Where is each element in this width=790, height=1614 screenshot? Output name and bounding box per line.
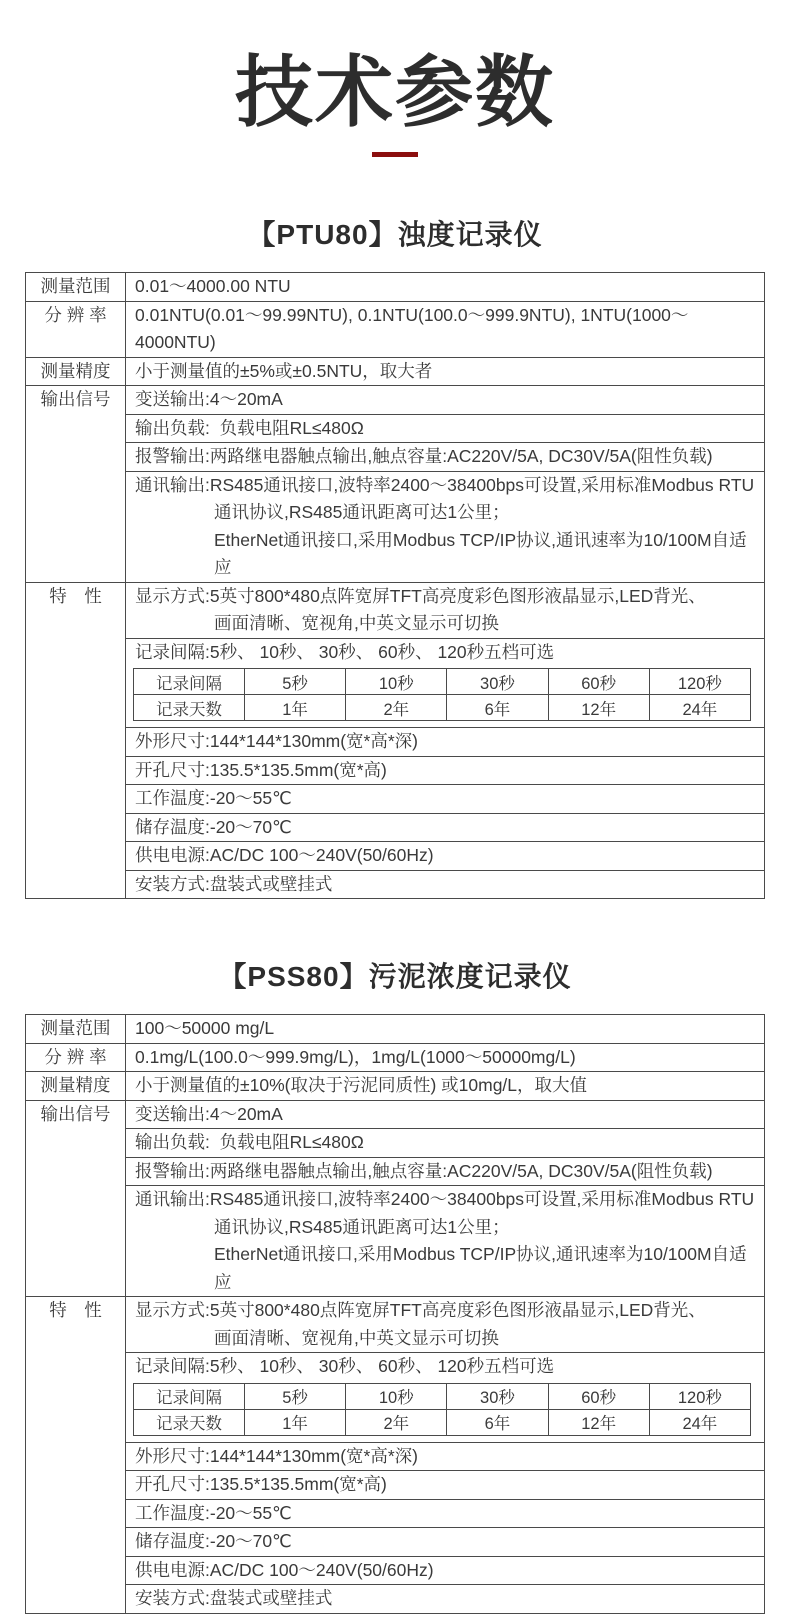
spec-row — [26, 357, 764, 386]
spec-row — [26, 1043, 764, 1072]
interval-cell: 10秒 — [346, 669, 447, 695]
spec-cell — [126, 1352, 764, 1436]
spec-cells — [126, 1044, 764, 1072]
spec-line: 安装方式:盘装式或壁挂式 — [135, 1588, 333, 1609]
section-heading-ptu80: 【PTU80】浊度记录仪 — [247, 219, 543, 251]
spec-cell — [126, 1297, 764, 1352]
spec-cell — [126, 638, 764, 722]
spec-cell — [126, 414, 764, 443]
spec-line: 画面清晰、宽视角,中英文显示可切换 — [214, 1327, 499, 1348]
interval-cell: 记录间隔 — [134, 1383, 245, 1409]
spec-cell — [126, 1499, 764, 1528]
spec-cells — [126, 302, 764, 357]
spec-cell — [126, 1470, 764, 1499]
interval-table — [133, 668, 751, 721]
interval-cell: 2年 — [346, 695, 447, 721]
spec-line: 安装方式:盘装式或壁挂式 — [135, 873, 333, 894]
spec-cell — [126, 1584, 764, 1613]
spec-line: 记录间隔:5秒、 10秒、 30秒、 60秒、 120秒五档可选 — [135, 1356, 555, 1377]
spec-row — [26, 273, 764, 301]
spec-cell — [126, 784, 764, 813]
spec-line: 通讯输出:RS485通讯接口,波特率2400～38400bps可设置,采用标准Modbus RTU — [135, 1189, 755, 1210]
spec-line: 工作温度:-20～55℃ — [135, 788, 292, 809]
spec-label: 分 辨 率 — [26, 1044, 126, 1072]
interval-cell: 1年 — [245, 1409, 346, 1435]
spec-cell — [126, 442, 764, 471]
spec-line: 小于测量值的±5%或±0.5NTU，取大者 — [135, 360, 433, 381]
interval-cell: 12年 — [548, 1409, 649, 1435]
spec-cells — [126, 1297, 764, 1613]
spec-line: 供电电源:AC/DC 100～240V(50/60Hz) — [135, 1559, 434, 1580]
spec-line: 0.1mg/L(100.0～999.9mg/L)，1mg/L(1000～50000mg/L) — [135, 1046, 576, 1067]
spec-line: 变送输出:4～20mA — [135, 1103, 283, 1124]
spec-label: 测量范围 — [26, 273, 126, 301]
spec-line: 显示方式:5英寸800*480点阵宽屏TFT高亮度彩色图形液晶显示,LED背光、 — [135, 1300, 706, 1321]
title-underline — [372, 152, 418, 157]
spec-cells — [126, 1101, 764, 1297]
spec-line: 开孔尺寸:135.5*135.5mm(宽*高) — [135, 759, 387, 780]
interval-cell: 24年 — [649, 695, 750, 721]
interval-cell: 6年 — [447, 695, 548, 721]
spec-row — [26, 301, 764, 357]
spec-cell — [126, 1442, 764, 1471]
spec-line: 记录间隔:5秒、 10秒、 30秒、 60秒、 120秒五档可选 — [135, 641, 555, 662]
spec-line: 开孔尺寸:135.5*135.5mm(宽*高) — [135, 1474, 387, 1495]
spec-label: 特 性 — [26, 583, 126, 899]
interval-cell: 60秒 — [548, 1383, 649, 1409]
interval-cell: 12年 — [548, 695, 649, 721]
spec-cell — [126, 1072, 764, 1100]
spec-label: 分 辨 率 — [26, 302, 126, 357]
spec-line: 报警输出:两路继电器触点输出,触点容量:AC220V/5A, DC30V/5A(阻性负载) — [135, 446, 713, 467]
interval-row — [134, 1409, 751, 1435]
spec-line: 输出负载: 负载电阻RL≤480Ω — [135, 1132, 364, 1153]
interval-cell: 记录间隔 — [134, 669, 245, 695]
spec-label: 测量精度 — [26, 1072, 126, 1100]
spec-line: 100～50000 mg/L — [135, 1018, 275, 1039]
spec-line: 储存温度:-20～70℃ — [135, 1531, 292, 1552]
spec-label: 测量精度 — [26, 358, 126, 386]
spec-row — [26, 1100, 764, 1297]
spec-row — [26, 1015, 764, 1043]
spec-line: 显示方式:5英寸800*480点阵宽屏TFT高亮度彩色图形液晶显示,LED背光、 — [135, 585, 706, 606]
spec-cells — [126, 358, 764, 386]
spec-row — [26, 385, 764, 582]
spec-line: 画面清晰、宽视角,中英文显示可切换 — [214, 613, 499, 634]
spec-row — [26, 582, 764, 899]
spec-cell — [126, 273, 764, 301]
spec-line: 储存温度:-20～70℃ — [135, 816, 292, 837]
spec-line: EtherNet通讯接口,采用Modbus TCP/IP协议,通讯速率为10/100M自适应 — [214, 1244, 747, 1292]
spec-line: 变送输出:4～20mA — [135, 389, 283, 410]
spec-line: 0.01NTU(0.01～99.99NTU), 0.1NTU(100.0～999.9NTU), 1NTU(1000～4000NTU) — [135, 304, 689, 353]
interval-cell: 120秒 — [649, 1383, 750, 1409]
spec-line: 报警输出:两路继电器触点输出,触点容量:AC220V/5A, DC30V/5A(阻性负载) — [135, 1160, 713, 1181]
spec-cell — [126, 1128, 764, 1157]
interval-cell: 5秒 — [245, 1383, 346, 1409]
spec-row — [26, 1071, 764, 1100]
spec-label: 输出信号 — [26, 1101, 126, 1297]
spec-cell — [126, 1101, 764, 1129]
spec-cell — [126, 358, 764, 386]
spec-cell — [126, 1044, 764, 1072]
spec-cell — [126, 870, 764, 899]
interval-cell: 120秒 — [649, 669, 750, 695]
spec-line: 供电电源:AC/DC 100～240V(50/60Hz) — [135, 845, 434, 866]
spec-cell — [126, 756, 764, 785]
interval-row — [134, 669, 751, 695]
spec-line: EtherNet通讯接口,采用Modbus TCP/IP协议,通讯速率为10/100M自适应 — [214, 529, 747, 578]
interval-cell: 24年 — [649, 1409, 750, 1435]
spec-label: 输出信号 — [26, 386, 126, 582]
spec-row — [26, 1296, 764, 1613]
interval-cell: 6年 — [447, 1409, 548, 1435]
spec-cell — [126, 1185, 764, 1296]
spec-line: 外形尺寸:144*144*130mm(宽*高*深) — [135, 731, 419, 752]
spec-table-ptu80 — [25, 272, 765, 899]
spec-cell — [126, 727, 764, 756]
spec-cells — [126, 583, 764, 899]
spec-cells — [126, 273, 764, 301]
spec-cell — [126, 1015, 764, 1043]
page-title: 技术参数 — [234, 48, 555, 136]
spec-line: 通讯输出:RS485通讯接口,波特率2400～38400bps可设置,采用标准Modbus RTU — [135, 474, 755, 495]
spec-cell — [126, 583, 764, 638]
section-heading-pss80: 【PSS80】污泥浓度记录仪 — [218, 961, 572, 993]
spec-cell — [126, 1556, 764, 1585]
spec-label: 特 性 — [26, 1297, 126, 1613]
interval-cell: 1年 — [245, 695, 346, 721]
spec-line: 小于测量值的±10%(取决于污泥同质性) 或10mg/L，取大值 — [135, 1075, 588, 1096]
spec-cells — [126, 386, 764, 582]
spec-cell — [126, 813, 764, 842]
interval-cell: 60秒 — [548, 669, 649, 695]
sections-container — [0, 213, 790, 1614]
interval-row — [134, 1383, 751, 1409]
spec-cell — [126, 1527, 764, 1556]
spec-label: 测量范围 — [26, 1015, 126, 1043]
spec-cell — [126, 471, 764, 582]
spec-line: 通讯协议,RS485通讯距离可达1公里； — [214, 1216, 510, 1237]
spec-cell — [126, 386, 764, 414]
spec-line: 输出负载: 负载电阻RL≤480Ω — [135, 417, 364, 438]
interval-cell: 2年 — [346, 1409, 447, 1435]
spec-line: 工作温度:-20～55℃ — [135, 1502, 292, 1523]
interval-cell: 记录天数 — [134, 695, 245, 721]
spec-cells — [126, 1072, 764, 1100]
interval-cell: 30秒 — [447, 669, 548, 695]
interval-table — [133, 1383, 751, 1436]
interval-cell: 5秒 — [245, 669, 346, 695]
interval-cell: 10秒 — [346, 1383, 447, 1409]
spec-cell — [126, 1157, 764, 1186]
spec-cell — [126, 302, 764, 357]
spec-cells — [126, 1015, 764, 1043]
interval-row — [134, 695, 751, 721]
interval-cell: 30秒 — [447, 1383, 548, 1409]
interval-cell: 记录天数 — [134, 1409, 245, 1435]
spec-cell — [126, 841, 764, 870]
spec-line: 通讯协议,RS485通讯距离可达1公里； — [214, 502, 510, 523]
spec-line: 0.01～4000.00 NTU — [135, 276, 291, 297]
spec-line: 外形尺寸:144*144*130mm(宽*高*深) — [135, 1445, 419, 1466]
spec-table-pss80 — [25, 1014, 765, 1614]
